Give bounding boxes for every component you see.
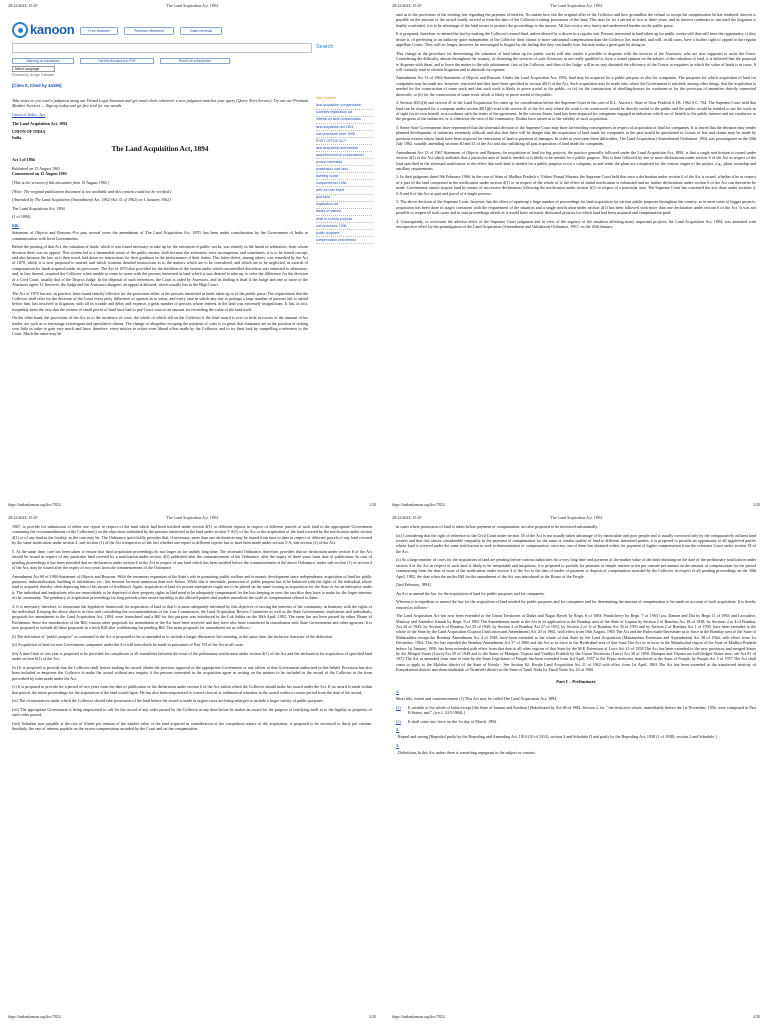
paragraph: (viii) Solatium now payable at the rate of fifteen per centum of the market value of the land acquired in consideration of the compulsory nature of the acquisition, is proposed to be increased to thirty per centum. Similarly, the rate of interest payable on the excess compensation awarded by the Court and on the compensation (12, 720, 372, 732)
paragraph: Statement of Objects and Reasons.-For past several years the amendment of The Land Acquisition Act, 1870, has been under consideration by the Government of India in communication with local Governments. (12, 230, 308, 241)
print-footer (392, 503, 760, 509)
subsection-text: It shall come into force on the 1st day of March, 1894. (408, 718, 498, 724)
section-link[interactable]: 046. (12, 222, 20, 228)
section-3-link[interactable]: 3. (396, 743, 400, 749)
paragraph: 2. It is necessary, therefore, to restructure the legislative framework for acquisition of land so that it is more adequately informed by this objective of serving the interests of the community in harmony with the rights of the individual. Keeping the above objects in view and considering the recommendations of the Law Commission, the Land Acquisition Review Committee as well as the State Governments, institutions and individuals, proposals for amendment to the Land Acquisition Act, 1894, were formulated and a Bill for this purpose was introduced in the Lok Sabha on the 30th April, 1982. The same has not been passed by either House of Parliament. Since the introduction of the Bill, various other proposals for amendment of the Act have been received and they have also been considered in consultation with State Governments and other agencies. It is now proposed to include all these proposals in a fresh Bill after withdrawing the pending Bill. The main proposals for amendment are as follows:- (12, 603, 372, 631)
query-link[interactable]: land acquisition act 1894 (316, 124, 372, 131)
page-number: 1/20 (369, 503, 376, 507)
commenced-date: Commenced on 15 August 1965 (12, 171, 67, 177)
paragraph: The Act of 1870 has not, in practice, been found entirely effective for the protection either of the persons interested in lands taken up or of the public purse. The requirement that the Collector shall refer for the decision of the Court every petty difference of opinion as to value, and every case in which any one or perhaps a large number of persons fail to attend before him, has involved in litigation, with all its trouble and delay and expense, a great number of persons whose interest in the land was extremely insignificant. It has, in fact, frequently been the case that the owners of small pieces of land have had to pay Court costs to an amount far exceeding the value of the land itself. (12, 290, 308, 312)
union-of-india: UNION OF INDIA (12, 129, 46, 135)
paragraph: (ix) Considering that the right of reference to the Civil Court under section 18 of the Act is not usually taken advantage of by inarticulate and poor people and is usually exercised only by the comparatively affluent land owners and that this causes considerable inequality in the payment of compensation for the same or similar quality of land to different interested parties, it is proposed to provide an opportunity to all aggrieved parties whose land is covered under the same notification to seek re-determination of compensation, once any one of them has obtained orders for payment of higher compensation from the reference Court under section 18 of the Act. (396, 532, 756, 554)
paragraph: 4. Consequently, to overcome the adverse effect of the Supreme Court judgment and in view of the urgency of the situation affecting many important projects, the Land Acquisition Act, 1894, was amended with retrospective effect by the promulgation of the Land Acquisition (Amendment and Validation) Ordinance, 1967, on the 20th January (396, 218, 756, 229)
language-select[interactable]: Select Language (12, 66, 55, 72)
paragraph: said as to the provisions of the existing law regarding the payment of interest. No matter how fair the original offer of the Collector and how groundless the refusal to accept the compensation he has tendered, interest is payable on the amount of the award finally arrived at from the date of the Collector's taking possession of the land. This may be for a period of two or three years, and as interest continues to run until the litigation is finally concluded, it is to be advantage of the land owner to protract the proceedings to the utmost. All this costs a very heavy and undeserved burden on the public purse. (396, 12, 756, 28)
section-1-text: Short title, extent and commencement (1) This Act may be called The Land Acquisition Act, 1894. (396, 695, 558, 701)
paragraph: This change in the procedure for determining the valuation of land taken up for public works will also render it possible to dispense with the services of the Assessors, who are now supposed to assist the Court. Considering the difficulty, almost throughout the country, of obtaining the services of such Assessors as are really qualified to form a sound opinion on the subject of the valuation of land, it is believed that the proposal to dispense with them, and to leave the matter to the sole arbitrament, first of the Collector, and then of the Judge, will in no way diminish the efficiency of the Courts in enquiries in which the value of lands is in issue. It will certainly tend to shorten litigation and to diminish its expense. (396, 50, 756, 72)
nav-premium-members[interactable]: Premium Members (124, 27, 174, 35)
promo-text: Take notes as you read a judgment using our Virtual Legal Assistant and get email alerts whenever a new judgment matches your query (Query Alert Service). Try out our Premium Member Services — Sign up today and get free trial for one month. (12, 98, 308, 109)
print-header (392, 3, 760, 9)
pdf-button[interactable]: Get this document in PDF (80, 58, 154, 64)
subsection-number[interactable]: (2) (396, 704, 401, 710)
print-date: 28/12/2024, 15:29 (8, 3, 38, 8)
query-link[interactable]: POST OFFICE ACT (316, 138, 372, 145)
query-link[interactable]: what is a public purpose (316, 216, 372, 223)
query-link[interactable]: compensation and interest (316, 237, 372, 244)
translate-credit: Powered by Google Translate (12, 73, 54, 77)
print-url: https://indiankanoon.org/doc/7832/ (8, 503, 62, 507)
page-number: 2/20 (753, 503, 760, 507)
paragraph: On the other hand, the provisions of the Act as to the incidence of costs, the whole of which fall on the Collector if the final award is ever so little in excess of the amount of his tender, are such as to encourage extravagant and speculative claims. The change of altogether escaping the payment of costs is so great, that claimants are in the position of risking very little in order to gain very much and have, therefore, every motive to refuse even liberal offers made by the Collector, and to try their luck by compelling a reference to the Court. Much the same may be (12, 315, 308, 337)
subsection (396, 705, 756, 719)
paragraph: 2. In their judgment dated 9th February 1966, in the case of State of Madhya Pradesh v. Vishnu Prasad Sharma, the Supreme Court held that once a declaration under section 6 of the Act is issued, whether it be in respect of a part of the land comprised in the notification under section 4(1) or in respect of the whole of it, the effect of initial notification is exhausted and no further declarations under section 6 of the Act can thereafter be made. Government cannot acquire land by means of successive declarations following the notification under section 4(1) in respect of a particular area. The Supreme Court has construed the acts done under sections 4, 5-A and 6 of the Act as part and parcel of a single process. (396, 174, 756, 196)
query-link[interactable]: companies act 1956 (316, 180, 372, 187)
warning-translation-button[interactable]: Warning on translation (12, 58, 74, 64)
search-input[interactable] (12, 43, 312, 53)
document-body (396, 12, 756, 500)
user-queries-sidebar (316, 96, 372, 244)
paragraph: 5. At the same time, care has been taken to ensure that land acquisition proceedings do not linger on for unduly long time. The aforesaid Ordinance, therefore, provides that no declaration under section 6 of the Act should be issued in respect of any particular land covered by a notification under section 4(1) published after the commencement of the Ordinance, after the expiry of three years from date of publication. In case of pending proceedings it has been provided that no declaration under section 6 of the Act in respect of any land which has been notified before the commencement of the above Ordinance, under sub-section (1) of section 4 of the Act, may be issued after the expiry of two years from the commencement of the Ordinance. (12, 548, 372, 570)
document-body (12, 524, 372, 1012)
print-button[interactable]: Print it on a file/printer (160, 58, 230, 64)
paragraph: Amendment Act 31 of 1962-Statement of Objects and Reasons.-Under the Land Acquisition Act, 1894, land may be acquired for a public purpose as also for companies. The purposes for which acquisition of land for companies may be made are, however, restricted and they have been specified in section 40(1) of the Act. Such acquisition may be made only where the Government is satisfied, among other things, that the acquisition is needed for the construction of some work and that such work is likely to prove useful to the public, or (a) for the construction of dwelling-houses for workmen or for the provision of amenities directly connected therewith; or (b) for the construction of some work which is likely to prove useful to the public. (396, 75, 756, 97)
page-3 (0, 512, 384, 1024)
document-body (12, 98, 308, 500)
print-footer (8, 1015, 376, 1021)
site-logo[interactable]: kanoon (12, 20, 74, 40)
query-link[interactable]: apportionment of compensation (316, 152, 372, 159)
paragraph: (vii) The appropriate Government is being empowered to call for the record of any order passed by the Collector at any time before he makes an award for the purpose of satisfying itself as to the legality or propriety of such order passed. (12, 706, 372, 718)
paragraph: Before the passing of that Act, the valuation of lands, which it was found necessary to take up for the execution of public works, was entirely in the hands of arbitrators, from whose decision there was no appeal. This system led to a lamentable waste of the public money, both because the arbitrators were incompetent, and sometimes, it is to be feared corrupt, and also because the law, as it then stood, laid down no instructions for their guidance in the performance of their duties. This latter defect, among others, was remedied by the Act of 1870, which it is now proposed to amend, and which contains detailed instructions as to the matters which are to be considered, and which are to be neglected, in awards of compensation for lands acquired under its provisions. The Act of 1870 also provided for the abolition of the system under which uncontrolled discretion was entrusted to arbitrators, and, in lieu thereof, required the Collector when unable to come to terms with the persons interested in land which it was desired to take up, to refer the difference for the decision of a Civil Court, usually that of the District Judge. In the disposal of such references, the Court is aided by Assessors, and its finding is final if the Judge and one or more of the Assessors agree. If, however, the Judge and the Assessors disagree, an appeal is allowed, which usually lies to the High Court. (12, 244, 308, 287)
print-title: The Land Acquisition Act, 1894 (166, 3, 218, 8)
print-header (8, 3, 376, 9)
print-footer (8, 503, 376, 509)
page-number: 3/20 (369, 1015, 376, 1019)
act-short-name: The Land Acquisition Act, 1894 (12, 205, 65, 211)
print-url: https://indiankanoon.org/doc/7832/ (8, 1015, 62, 1019)
paragraph: (vi) The circumstances under which the Collector should take possession of the land before the award is made in urgent cases are being enlarged to include a larger variety of public purposes. (12, 698, 324, 704)
logo-icon (12, 22, 28, 38)
act-number: Act 1 of 1894 (12, 157, 35, 163)
document-title: The Land Acquisition Act, 1894 (111, 144, 209, 153)
section-1-link[interactable]: 1. (396, 688, 400, 694)
paragraph: (x) As a large number of cases for the acquisition of land are pending before various authorities for a very long time and payment of the market value of the land obtaining on the date of the preliminary notification under section 4 of the Act in respect of such land is likely to be inequitable and iniquitous, it is proposed to provide for payment of simple interest at ten per centum per annum on the amount of compensation for the period commencing from the date of issue of the notification under section 4 of the Act to the date of tender of payment or deposit of compensation awarded by the Collector in respect of all pending proceedings on the 30th April, 1982, the date when the earlier Bill for the amendment of the Act was introduced in the House of the People. (396, 557, 756, 579)
paragraph: (ii) Acquisition of land for non-Government companies under the Act will henceforth be made in pursuance of Part VII of the Act in all cases. (12, 642, 245, 648)
paragraph: Amendment Act 68 of 1984-Statement of Objects and Reasons.-With the enormous expansion of the State's role in promoting public welfare and economic development since independence, acquisition of land for public purposes, industrialisation, building of institutions, etc., has become far more numerous than ever before. While this is inevitable, promotion of public purpose has to be balanced with the rights of the individual whose land is acquired, thereby often depriving him of his means of livelihood. Again, acquisition of land for private enterprises ought not to be placed on the same footing as acquisition for the State or for an enterprise under it. The individual and institutions who are unavoidably to be deprived of their property rights in land need to be adequately compensated for the loss keeping in view the sacrifice they have to make for the larger interests of the community. The pendency of acquisition proceedings for long periods often causes hardship to the affected parties and renders unrealistic the scale of compensation offered to them. (12, 573, 372, 601)
query-link[interactable]: with cut over finest (316, 187, 372, 194)
print-title: The Land Acquisition Act, 1894 (550, 515, 602, 520)
verification-note: [Note: The original publication document is not available and this content could not be verified.] (12, 188, 172, 194)
print-url: https://indiankanoon.org/doc/7832/ (392, 503, 446, 507)
published-date: Published on 15 August 1965 (12, 165, 61, 171)
paragraph: It is proposed, therefore, to amend the law by making the Collector's award final, unless altered by a decree in a regular suit. Persons interested in land taken up for public works will thus still have the opportunity, if they desire it, of preferring to an authority quite independent of the Collector their claims to more substantial compensation than the Collector has awarded, and will, in all cases, have a further right of appeal to the regular appellate Courts. They will no longer, however, be encouraged to litigate by the feeling that they can hardly lose, but may make a great gain by doing so. (396, 31, 756, 48)
print-title: The Land Acquisition Act, 1894 (550, 3, 602, 8)
preamble: Whereas it is expedient to amend the law for the acquisition of land needed for public purposes and for companies and for determining the amount of compensation to be made on account of such acquisition; It is hereby enacted as follows:- (396, 599, 756, 610)
print-date: 28/12/2024, 15:29 (392, 3, 422, 8)
page-2 (384, 0, 768, 512)
paragraph: Amendment Act 13 of 1967-Statement of Objects and Reasons.-In acquisition of land for big projects, the practice generally followed under the Land Acquisition Act, 1894, is that a single notification is issued under section 4(1) of the Act which indicates that a particular area of land is needed or is likely to be needed for a public purpose. This is then followed by one or more declarations under section 6 of the Act in respect of the land specified in the aforesaid notification to the effect that such land is needed for a public purpose or for a company, as and when the plans are completed for the various stages of the project, e.g., plant, township and ancillary requirements. (396, 149, 756, 171)
query-link[interactable]: public purposes (316, 230, 372, 237)
page-1 (0, 0, 384, 512)
paragraph: 3. Some State Governments have represented that the aforesaid decision of the Supreme Court may have far-reaching consequences in respect of acquisition of land for companies. It is feared that the decision may render planned development of industries extremely difficult and also that there will be danger that the acquisition of land made for companies in the past would be questioned in Courts of law and claims may be made by previous owners whose lands have been acquired for restoration of land or payment of damages. In order to overcome these difficulties, The Land Acquisition (Amendment) Ordinance, 1962 was promulgated on the 20th July 1962, suitably amending sections 40 and 41 of the Act and also validating all past acquisition of land made for companies. (396, 124, 756, 147)
query-link[interactable]: civil procedure code 1908 (316, 131, 372, 138)
subsection (396, 719, 756, 728)
query-link[interactable]: person interested (316, 159, 372, 166)
paragraph: (iii) A time-limit of one year is proposed to be provided for completion of all formalities between the issue of the preliminary notification under section 4(1) of the Act and the declaration for acquisition of specified land under section 6(1) of the Act. (12, 650, 372, 662)
paragraph: 2. Section 40(1)(b) and section 41 of the Land Acquisition Act came up for consideration before the Supreme Court in the case of R.L. Aurora v. State of Uttar Pradesh A.I.R. 1962 S.C. 764. The Supreme Court held that land can be acquired for a company under section 40(1)(b) read with section 41 of the Act only where the work to be constructed would be directly useful to the public and the public would be entitled to use the work as of right for its own benefit in accordance with the terms of the agreement. In the various States, land has been acquired for companies engaged in industries which are of benefit to the public interest and are conducive to the progress of the industries, or is otherwise the case of the community. Doubts have arisen as to the validity of such acquisition. (396, 100, 756, 122)
subsection-text: It extends to the whole of India except [the State of Jammu and Kashmir] [Substituted by Act 68 of 1984, Section 2, for " the territories which, immediately before the 1st November, 1956, were comprised in Part B States; and " (w.e.f. 24.9.1984).] (408, 704, 756, 715)
paragraph: 1967, to provide for submission of either one report in respect of the land which had been notified under section 4(1) or different reports in respect of different parcels of such land to the appropriate Government containing the recommendations of the Collector(s) on the objections submitted by the persons interested in the land under section 5-A(1) of the Act or the acquisition of the land covered by the notification under section 4(1) or of any land in the locality, as the case may be. The Ordinance specifically provides that, if necessary, more than one declaration may be issued from time to time in respect of different parcels of any land covered by the same notification under section 4, sub-section (1) of the Act irrespective of the fact whether one report or different reports has or have been made under section 5-A, sub-section (2) of the Act. (12, 524, 372, 546)
print-url: https://indiankanoon.org/doc/7832/ (392, 1015, 446, 1019)
version-note: [This is the version of this document from 15 August 1965.] (12, 179, 110, 185)
section-2-text: . Repeal and saving.[Repealed partly by the Repealing and Amending Act, 1914 (10 of 1914), section 3 and Schedule II and partly by the Repealing Act, 1938 (1 of 1938), section 2 and Schedule.] (396, 734, 717, 740)
sidebar-title: User Queries (316, 96, 336, 100)
act-name: The Land Acquisition Act, 1894 (12, 120, 68, 126)
long-title: An Act to amend the law for the acquisition of land for public purposes and for companies. (396, 590, 546, 596)
section-2-link[interactable]: 2. (396, 727, 400, 733)
nav-case-removal[interactable]: Case removal (180, 27, 222, 35)
page-number: 4/20 (753, 1015, 760, 1019)
print-title: The Land Acquisition Act, 1894 (166, 515, 218, 520)
union-act-link[interactable]: Union of India - Act (12, 111, 46, 117)
amendment-note: [Amended by The Land Acquisition (Amendment) Act, 1962 (Act 31 of 1962) on 1 January 1962] (12, 197, 171, 203)
extension-note: The Land Acquisition Act has now been extended to the Union Territories of Dadra and Nagar Haveli by Regn. 6 of 1963; Pondicherry by Regn. 7 of 1963 Goa, Daman and Diu by Regn.11 of 1963 and Laccadive, Minicoy and Amindivi Islands by Regn. 8 of 1965 The Amendments made to the Act in its application to the Bombay area of the State of Gujarat by Section 2 of Bombay Act 18 of 1938; by Sections 2 to 4 of Bombay Act 20 of 1945; by Section 6 of Bombay Act 35 of 1949; by Section 2 of Bombay Act 27 of 1951; by Section 2 of 11 of Bombay Act 35 of 1953 and by Section 2 of Bombay Act 1 of 1958, have been extended to the whole of the State by the Land Acquisition (Gujarat Unification and Amendment) Act 20 of 1965, with effect from 16th August, 1965 The Act and the Rules made thereunder as in force in the Bombay area of the State of Maharashtra except the Bombay Amendment Act 4 of 1948, have been extended to the whole of that State by the Land Acquisition (Maharashtra Extension and Amendment) Act 38 of 1964, with effect from 1st December, 1964. This Act has repealed the Bombay Amendment Act 37 of 1960 and the Act as in force in the Hyderabad area of that State The Act as in force in the Mahakoshal region of the State of Madhya Pradesh before 1st January, 1950, has been extended with effect from that date to all other regions of that State by the M.P. Extension of Laws Act 23 of 1958 The Act has been extended to the new provinces and merged States by the Merged States (Laws) Act 59 of 1949 and to the States of Manipur, Tripura and Vindhya Pradesh by the Union Territories (Laws) Act 30 of 1950. Manipur and Tripura are full-fledged States now; see Act 81 of 1971 The Act as amended from time to time by the State Legislature of Punjab has been extended from 3rd April, 1957 to the Pepsu territories transferred to the State of Punjab, by Punjab Act 5 of 1957 The Act shall cease to apply to the Malabar district of the State of Kerala - See Section 62, Kerala Land Acquisition Act 21 of 1962 with effect from 1st April, 1963 The Act has been extended to the transferred territory of Kanyakumari district and shencottahtaluk of Tirnelveli district in the State of Tamil Nadu by Tamil Nadu Act 23 of 1960. (396, 613, 756, 673)
print-footer (392, 1015, 760, 1021)
act-number-short: (1 of 1894) (12, 214, 31, 220)
query-link[interactable]: registration act (316, 202, 372, 209)
query-link[interactable]: land acquisition amendment (316, 145, 372, 152)
query-link[interactable]: govt land (316, 195, 372, 202)
print-header (8, 515, 376, 521)
page-4 (384, 512, 768, 1024)
query-link[interactable]: societies registration act (316, 110, 372, 117)
print-date: 28/12/2024, 15:29 (8, 515, 38, 520)
india-label: India (12, 134, 22, 140)
search-button[interactable]: Search (316, 44, 334, 51)
print-header (392, 515, 760, 521)
query-link[interactable]: award of interest (316, 209, 372, 216)
query-link[interactable]: interest on land compensation (316, 117, 372, 124)
paragraph: (i) The definition of "public purpose" as contained in the Act is proposed to be so amended as to include a longer illustrative list retaining, at the same time, the inclusive character of the definition. (12, 633, 334, 639)
enactment-date: [2nd February, 1894] (396, 582, 431, 588)
cites-count[interactable]: [Cites 0, Cited by 44195] (12, 83, 62, 88)
query-link[interactable]: land acquisition compensation (316, 102, 372, 109)
query-link[interactable]: civil procedure 1908 (316, 223, 372, 230)
document-body (396, 524, 756, 1012)
paragraph: 3. The above decision of the Supreme Court, however, has the effect of upsetting a large number of proceedings for land acquisition for various public purposes throughout the country, as in most cases of bigger projects, acquisition has been done in stages consistent with the requirement of the situation and a single notification under section 4(1) has been followed with more than one declaration under section 6 of the Act. It was not possible to reopen all such cases and to start proceedings afresh as it would have seriously dislocated projects for which land had been acquired and compensation paid. (396, 199, 756, 215)
query-link[interactable]: dwelling house (316, 173, 372, 180)
section-3-text: . Definitions.In this Act unless there is something repugnant in the subject or context, (396, 750, 536, 756)
paragraph: (iv) It is proposed to provide that the Collector shall, before making his award, obtain the previous approval of the appropriate Government or any officer of that Government authorised in this behalf. Provision has also been included to empower the Collector to make the award without any enquiry if the persons interested in the acquisition agree in writing on the matters to be included in the award of the Collector in the form prescribed by rules made under the Act. (12, 664, 372, 681)
part-title: Part I – Preliminary (556, 678, 596, 684)
paragraph: in cases where possession of land is taken before payment of compensation, are also proposed to be increased substantially. (396, 524, 599, 529)
paragraph: (v) It is proposed to provide for a period of two years from the date of publication of the declaration under section 6 of the Act within which the Collector should make his award under the Act. If no award is made within that period, the entire proceedings for the acquisition of the land would lapse. He has also been empowered to correct clerical or arithmetical mistakes in the award within a certain period from the date of the award. (12, 684, 372, 695)
print-date: 28/12/2024, 15:29 (392, 515, 422, 520)
subsection-number[interactable]: (3) (396, 718, 401, 724)
query-link[interactable]: possession over land (316, 166, 372, 173)
nav-free-features[interactable]: Free features (80, 27, 118, 35)
